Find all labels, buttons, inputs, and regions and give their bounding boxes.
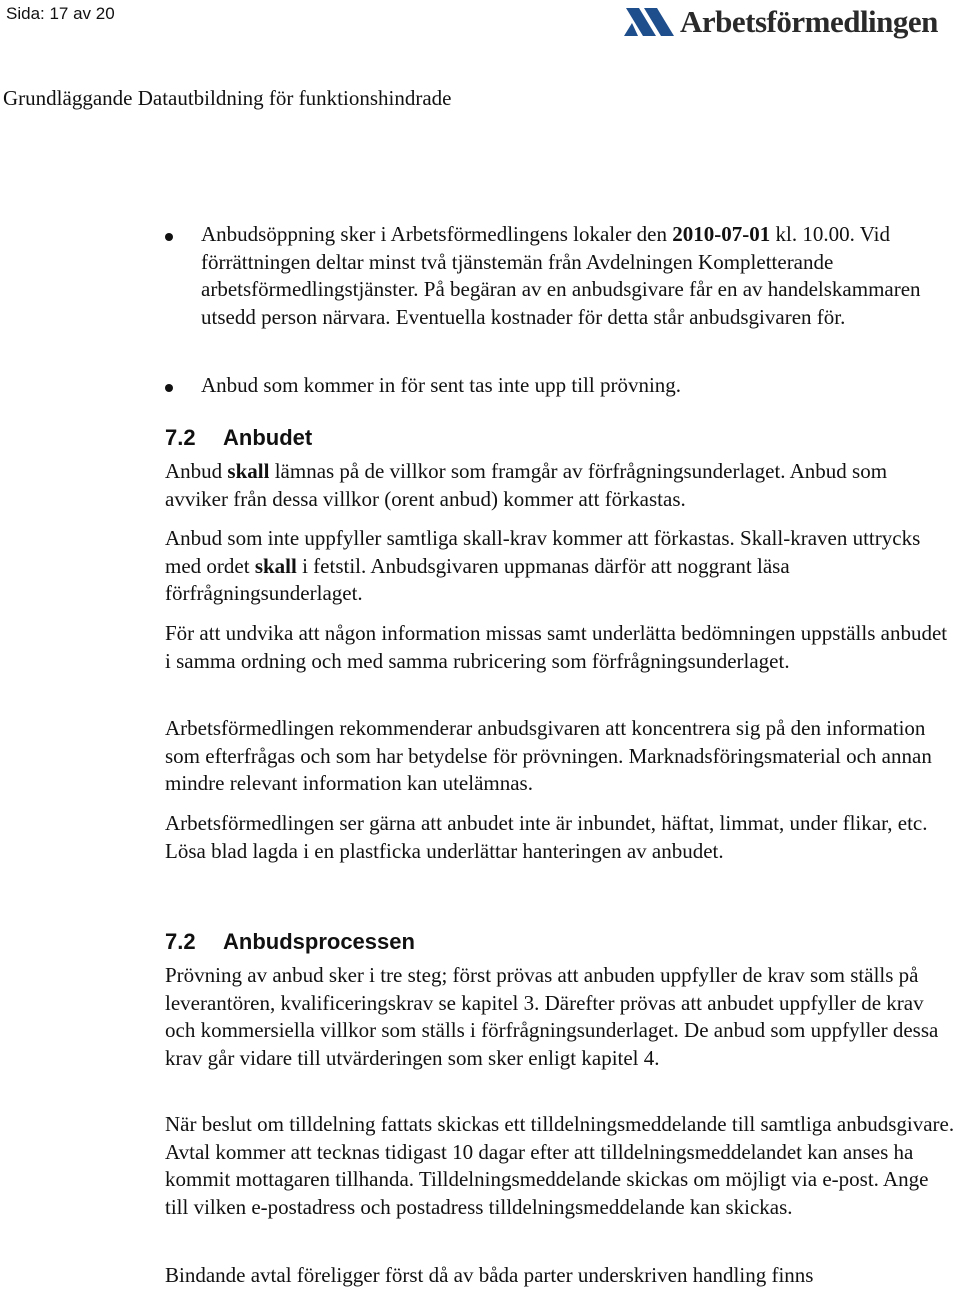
paragraph: Arbetsförmedlingen ser gärna att anbudet inte är inbundet, häftat, limmat, under flikar, etc. Lösa blad lagda i en plastficka underlättar hanteringen av anbudet. [165, 811, 928, 863]
paragraph [165, 458, 955, 513]
paragraph: Arbetsförmedlingen rekommenderar anbudsgivaren att koncentrera sig på den information som efterfrågas och som har betydelse för prövningen. Marknadsföringsmaterial och annan mindre relevant information kan utelämnas. [165, 716, 932, 795]
page-number: Sida: 17 av 20 [6, 4, 115, 23]
bullet-anbudsoppning [201, 221, 956, 331]
paragraph-text: lämnas på de villkor som framgår av förfrågningsunderlaget. Anbud som avviker från dessa villkor (orent anbud) kommer att förkastas. [165, 459, 888, 511]
heading-number: 7.2 [165, 929, 196, 954]
bold-term: skall [254, 553, 297, 578]
heading-anbudet [165, 425, 312, 451]
logo-mark-icon [622, 6, 678, 38]
bullet-late-bids: Anbud som kommer in för sent tas inte upp till prövning. [201, 373, 682, 397]
paragraph-text: Anbud [165, 459, 228, 483]
paragraph: Bindande avtal föreligger först då av båda parter underskriven handling finns [165, 1263, 814, 1287]
opening-date: 2010-07-01 [672, 222, 771, 246]
course-title: Grundläggande Datautbildning för funktionshindrade [3, 86, 452, 110]
heading-number: 7.2 [165, 425, 196, 450]
paragraph-text: Anbud som inte uppfyller samtliga skall-krav kommer att förkastas. Skall-kraven uttrycks med ordet [165, 526, 921, 578]
paragraph-text: i fetstil. Anbudsgivaren uppmanas därför att noggrant läsa förfrågningsunderlaget. [165, 553, 790, 605]
bullet-icon [165, 384, 173, 392]
heading-title: Anbudsprocessen [223, 929, 415, 954]
logo-wordmark: Arbetsförmedlingen [680, 4, 938, 39]
bullet-text-part: kl. 10.00. Vid förrättningen deltar minst två tjänstemän från Avdelningen Kompletterande arbetsförmedlingstjänster. På begäran av en anbudsgivare får en av handelskammaren utsedd person närvara. Eventuella kostnader för detta står anbudsgivaren för. [201, 222, 921, 329]
paragraph: För att undvika att någon information missas samt underlätta bedömningen uppställs anbudet i samma ordning och med samma rubricering som förfrågningsunderlaget. [165, 621, 948, 673]
heading-anbudsprocessen [165, 929, 415, 955]
paragraph [165, 525, 955, 608]
bold-term: skall [227, 459, 270, 483]
bullet-text-part: Anbudsöppning sker i Arbetsförmedlingens lokaler den [201, 222, 673, 246]
paragraph: När beslut om tilldelning fattats skickas ett tilldelningsmeddelande till samtliga anbudsgivare. Avtal kommer att tecknas tidigast 10 dagar efter att tilldelningsmeddelandet kan anses ha kommit mottagaren tillhanda. Tilldelningsmeddelande skickas om möjligt via e-post. Ange till vilken e-postadress och postadress tilldelningsmeddelande kan skickas. [165, 1112, 955, 1219]
paragraph: Prövning av anbud sker i tre steg; först prövas att anbuden uppfyller de krav som ställs på leverantören, kvalificeringskrav se kapitel 3. Därefter prövas att anbudet uppfyller de krav och kommersiella villkor som ställs i förfrågningsunderlaget. De anbud som uppfyller dessa krav går vidare till utvärderingen som sker enligt kapitel 4. [165, 963, 939, 1070]
arbetsformedlingen-logo [622, 2, 952, 42]
bullet-icon [165, 233, 173, 241]
heading-title: Anbudet [223, 425, 313, 450]
